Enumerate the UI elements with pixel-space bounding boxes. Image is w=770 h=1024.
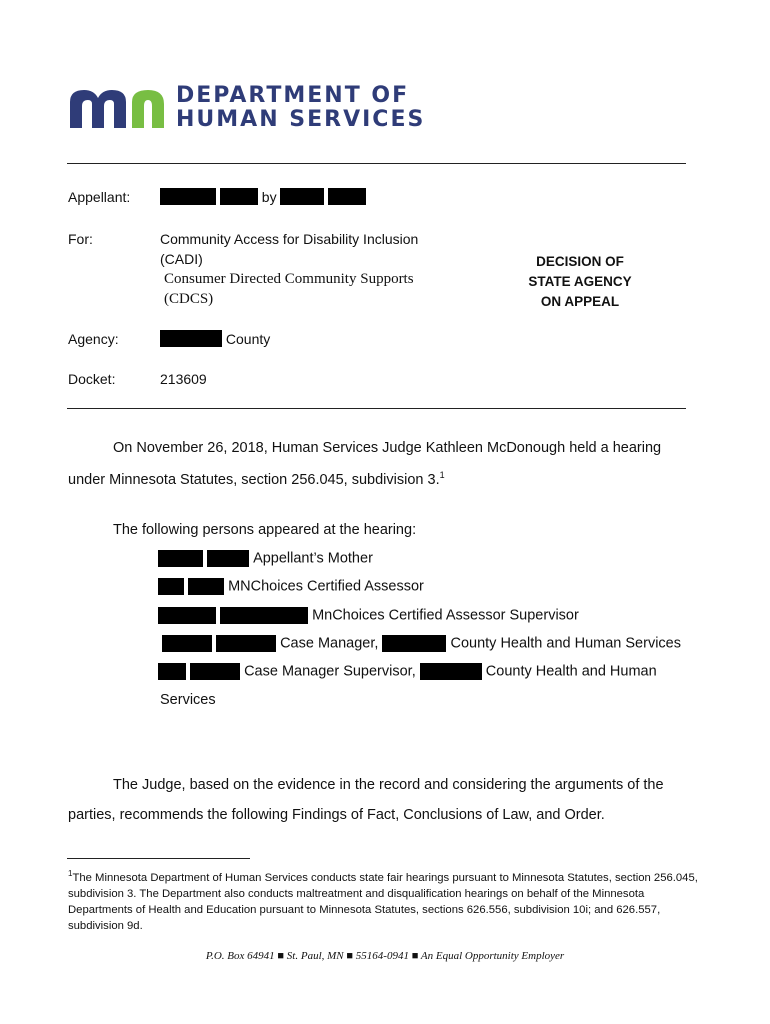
person-row <box>158 607 579 627</box>
persons-intro: The following persons appeared at the hearing: <box>113 522 417 538</box>
judge-para-line1: The Judge, based on the evidence in the record and considering the arguments of the <box>113 777 664 793</box>
redaction <box>220 607 308 624</box>
redaction <box>328 188 366 205</box>
docket-label: Docket: <box>68 371 116 387</box>
redaction <box>162 635 212 652</box>
person-role: MNChoices Certified Assessor <box>228 578 424 595</box>
footnote-rule <box>67 858 250 859</box>
program-cadi: Community Access for Disability Inclusion <box>160 231 419 247</box>
judge-para-line2: parties, recommends the following Findings of Fact, Conclusions of Law, and Order. <box>68 807 605 823</box>
person-org: County Health and Human <box>485 663 657 680</box>
redaction <box>190 663 240 680</box>
person-role: MnChoices Certified Assessor Supervisor <box>312 607 579 624</box>
redaction <box>160 188 216 205</box>
decision-line1: DECISION OF <box>536 254 624 269</box>
program-cdcs-abbr: (CDCS) <box>164 291 214 307</box>
docket-value: 213609 <box>160 371 207 387</box>
person-org: County Health and Human Services <box>450 635 681 652</box>
redaction <box>160 330 222 347</box>
person-row <box>158 663 657 683</box>
appellant-label: Appellant: <box>68 189 131 205</box>
redaction <box>158 663 186 680</box>
bottom-rule <box>67 408 686 409</box>
redaction <box>216 635 276 652</box>
program-cadi-abbr: (CADI) <box>160 251 203 267</box>
redaction <box>382 635 446 652</box>
footnote <box>68 866 698 934</box>
footnote-marker: 1 <box>68 869 73 878</box>
redaction <box>220 188 258 205</box>
person-role: Appellant’s Mother <box>253 550 373 567</box>
agency-name-line2: HUMAN SERVICES <box>176 107 426 132</box>
for-value <box>160 229 418 309</box>
appellant-by: by <box>261 189 277 205</box>
agency-value <box>160 329 270 349</box>
redaction <box>207 550 249 567</box>
decision-line3: ON APPEAL <box>540 294 620 309</box>
top-rule <box>67 163 686 164</box>
decision-line2: STATE AGENCY <box>528 274 632 289</box>
redaction <box>188 578 224 595</box>
hearing-para-text: under Minnesota Statutes, section 256.045, subdivision 3. <box>68 471 440 488</box>
person-role: Case Manager, <box>280 635 379 652</box>
page-footer: P.O. Box 64941 ■ St. Paul, MN ■ 55164-0941 ■ An Equal Opportunity Employer <box>205 950 565 962</box>
agency-name-line1: DEPARTMENT OF <box>176 83 410 108</box>
redaction <box>158 550 203 567</box>
person-org-cont: Services <box>160 692 216 708</box>
hearing-para-line2 <box>68 470 445 488</box>
redaction <box>280 188 324 205</box>
footnote-ref: 1 <box>439 470 445 480</box>
person-row <box>162 635 681 655</box>
for-label: For: <box>68 231 93 247</box>
agency-name <box>176 84 425 132</box>
agency-county: County <box>225 331 271 347</box>
person-role: Case Manager Supervisor, <box>244 663 416 680</box>
decision-title <box>520 252 640 312</box>
person-row <box>158 578 424 598</box>
redaction <box>158 607 216 624</box>
person-row <box>158 550 373 570</box>
program-cdcs: Consumer Directed Community Supports <box>164 271 414 287</box>
redaction <box>420 663 482 680</box>
appellant-value <box>160 187 366 207</box>
agency-label: Agency: <box>68 331 119 347</box>
redaction <box>158 578 184 595</box>
footnote-text: The Minnesota Department of Human Services conducts state fair hearings pursuant to Minnesota Statutes, section 256.045, subdivision 3. The Department also conducts maltreatment and disqualification hearings on behalf of the Minnesota Departments of Health and Education pursuant to Minnesota Statutes, sections 626.556, subdivision 10i; and 626.557, subdivision 9d. <box>68 871 698 932</box>
hearing-para-line1: On November 26, 2018, Human Services Judge Kathleen McDonough held a hearing <box>113 440 662 456</box>
